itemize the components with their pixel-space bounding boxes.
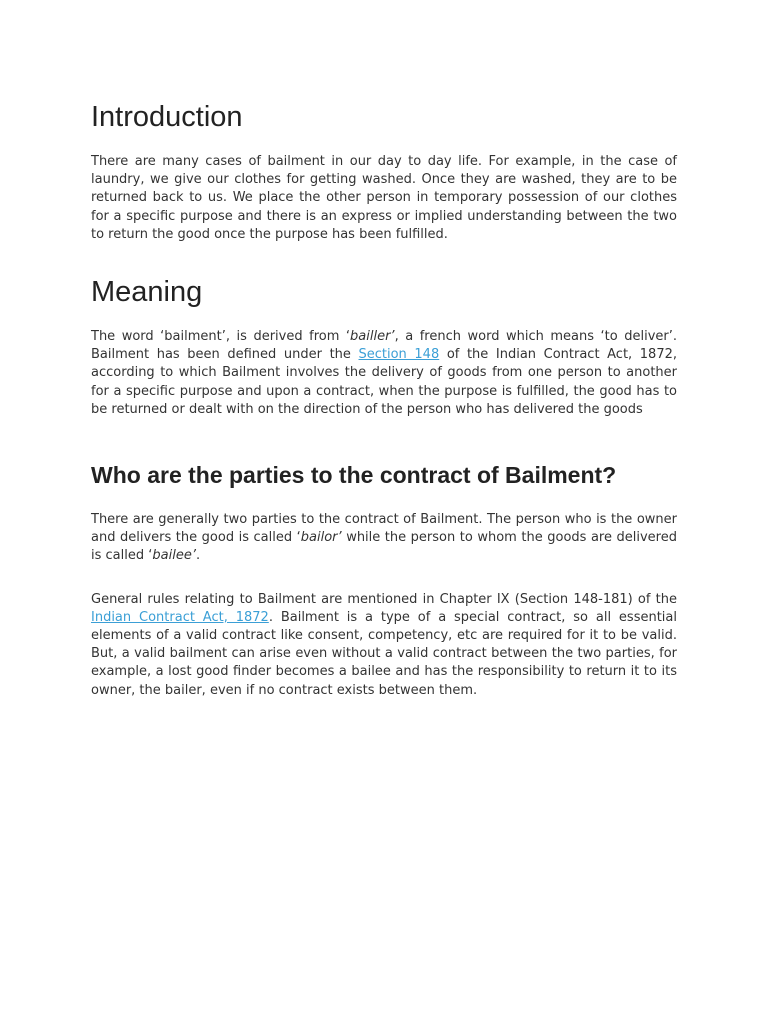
parties-heading: Who are the parties to the contract of Bailment? [91,462,617,489]
term-bailee: bailee’ [152,548,196,564]
parties-text-3: . [195,548,201,564]
section-148-link[interactable]: Section 148 [358,347,440,363]
meaning-text-1: The word ‘bailment’, is derived from ‘ [91,329,351,345]
meaning-text-2: , a french word which means ‘to deliver’. Bailment has been defined under the [91,329,677,363]
document-page [91,100,677,700]
rules-text-1: General rules relating to Bailment are mentioned in Chapter IX (Section 148-181) of the [91,591,677,607]
parties-text-2: while the person to whom the goods are delivered is called ‘ [91,530,677,564]
parties-text-1: There are generally two parties to the contract of Bailment. The person who is the owner and delivers the good is called ‘ [91,512,677,546]
meaning-term-bailler: bailler’ [350,329,395,345]
indian-contract-act-link[interactable]: Indian Contract Act, 1872 [91,609,269,625]
meaning-paragraph [91,328,677,419]
meaning-text-3: of the Indian Contract Act, 1872, according to which Bailment involves the delivery of goods from one person to another for a specific purpose and upon a contract, when the purpose is fulfilled, the good has to be returned or dealt with on the direction of the person who has delivered the goods [91,347,677,417]
parties-paragraph-1 [91,511,677,566]
term-bailor: bailor’ [300,530,342,546]
introduction-paragraph: There are many cases of bailment in our day to day life. For example, in the case of laundry, we give our clothes for getting washed. Once they are washed, they are to be returned back to us. We place the other person in temporary possession of our clothes for a specific purpose and there is an express or implied understanding between the two to return the good once the purpose has been fulfilled. [91,154,677,242]
rules-text-2: . Bailment is a type of a special contract, so all essential elements of a valid contract like consent, competency, etc are required for it to be valid. But, a valid bailment can arise even without a valid contract between the two parties, for example, a lost good finder becomes a bailee and has the responsibility to return it to its owner, the bailer, even if no contract exists between them. [91,609,677,698]
introduction-heading: Introduction [91,101,243,133]
parties-paragraph-2 [91,591,677,700]
meaning-heading: Meaning [91,276,203,309]
